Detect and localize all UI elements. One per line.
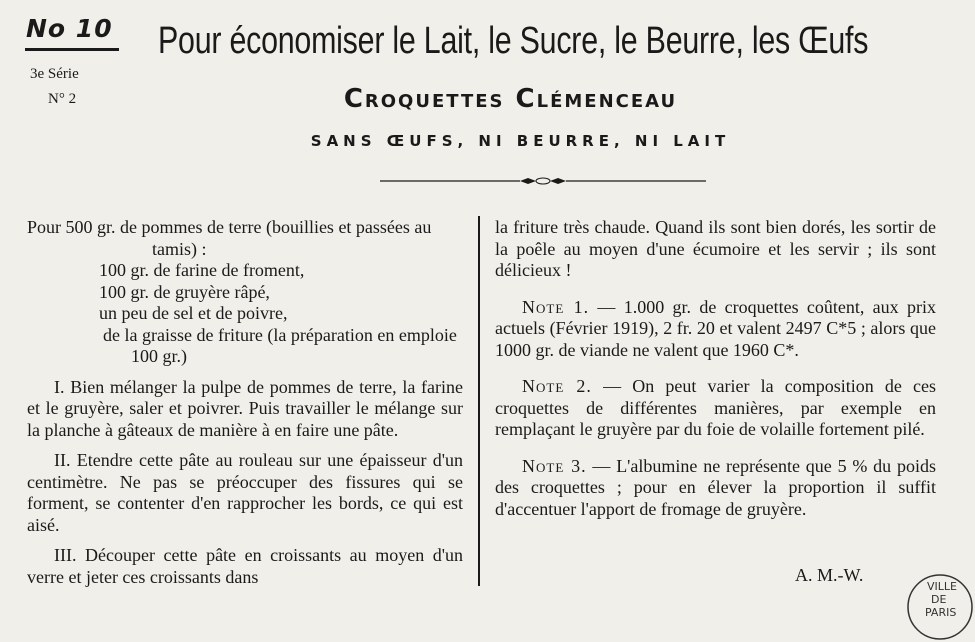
recipe-number: No 10 bbox=[26, 14, 113, 43]
right-column bbox=[495, 217, 936, 520]
ingredient-item: de la graisse de friture (la préparation en emploie 100 gr.) bbox=[103, 324, 457, 366]
ornament-divider bbox=[380, 176, 706, 186]
recipe-title: Croquettes Clémenceau bbox=[343, 84, 678, 114]
ingredient-item: un peu de sel et de poivre, bbox=[99, 303, 288, 323]
ingredients-intro: Pour 500 gr. de pommes de terre (bouillies et passées au tamis) : bbox=[27, 217, 432, 259]
stamp-line: PARIS bbox=[925, 606, 957, 619]
note-2 bbox=[495, 376, 936, 441]
series-label: 3e Série bbox=[30, 66, 79, 82]
stamp-line: VILLE bbox=[927, 580, 957, 593]
author-signature: A. M.-W. bbox=[795, 565, 864, 585]
ingredient-item: 100 gr. de gruyère râpé, bbox=[99, 281, 270, 302]
note-text: — On peut varier la composition de ces croquettes de différentes manières, par exemple en remplaçant le gruyère par du foie de volaille fortement pilé. bbox=[495, 376, 936, 439]
stamp-line: DE bbox=[931, 593, 947, 606]
library-stamp bbox=[905, 572, 975, 642]
number-underline bbox=[25, 48, 119, 51]
page-title: Pour économiser le Lait, le Sucre, le Beurre, les Œufs bbox=[158, 20, 869, 62]
left-column bbox=[27, 217, 463, 588]
series-number: N° 2 bbox=[48, 91, 77, 107]
note-text: — 1.000 gr. de croquettes coûtent, aux prix actuels (Février 1919), 2 fr. 20 et valent 2497 C*5 ; alors que 1000 gr. de viande ne valent que 1960 C*. bbox=[495, 296, 936, 360]
step-2: II. Etendre cette pâte au rouleau sur une épaisseur d'un centimètre. Ne pas se préoccuper des fissures qui se forment, se contenter d'en rapprocher les bords, ce qui est aisé. bbox=[27, 450, 463, 535]
note-label: Note 3. bbox=[522, 455, 587, 476]
column-divider bbox=[478, 216, 480, 586]
step-3-continuation: la friture très chaude. Quand ils sont bien dorés, les sortir de la poêle au moyen d'une écumoire et les servir ; ils sont délicieux ! bbox=[495, 217, 936, 280]
note-label: Note 1. bbox=[522, 296, 590, 317]
step-1: I. Bien mélanger la pulpe de pommes de terre, la farine et le gruyère, saler et poivrer. Puis travailler le mélange sur la planche à gâteaux de manière à en faire une pâte. bbox=[27, 376, 463, 440]
step-3: III. Découper cette pâte en croissants au moyen d'un verre et jeter ces croissants dans bbox=[27, 545, 463, 587]
note-3 bbox=[495, 456, 936, 521]
note-text: — L'albumine ne représente que 5 % du poids des croquettes ; pour en élever la proportion il suffit d'accentuer l'apport de fromage de gruyère. bbox=[495, 455, 936, 519]
note-1 bbox=[495, 297, 936, 362]
note-label: Note 2. bbox=[522, 376, 592, 396]
recipe-subtitle: SANS ŒUFS, NI BEURRE, NI LAIT bbox=[310, 132, 731, 150]
ingredient-item: 100 gr. de farine de froment, bbox=[99, 260, 305, 280]
